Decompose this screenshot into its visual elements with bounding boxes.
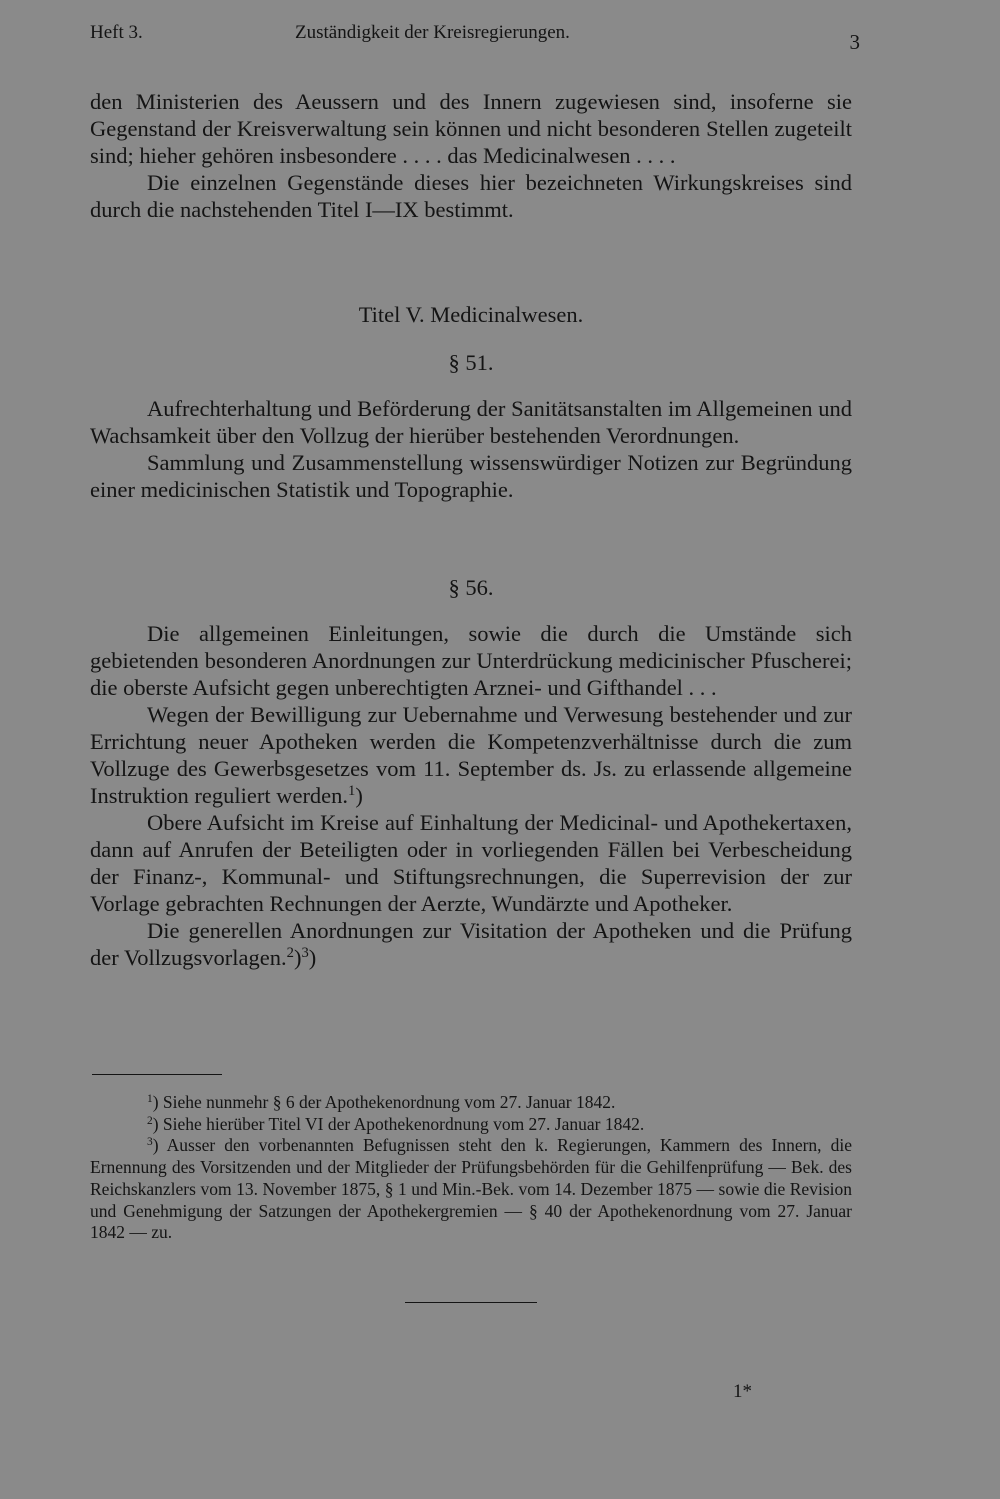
footnotes: [90, 1092, 852, 1244]
page-number: 3: [849, 30, 860, 54]
footnote-text: ) Ausser den vorbenannten Befugnissen steht den k. Regierungen, Kammern des Innern, die Ernennung des Vorsitzenden und der Mitglieder der Prüfungsbehörden für die Gehilfenprüfung — Bek. des Reichskanzlers vom 13. November 1875, § 1 und Min.-Bek. vom 14. Dezember 1875 — sowie die Revision und Genehmigung der Satzungen der Apothekergremien — § 40 der Apothekenordnung vom 27. Januar 1842 — zu.: [90, 1135, 852, 1243]
intro-paragraph: Die einzelnen Gegenstände dieses hier bezeichneten Wirkungskreises sind durch die nachstehenden Titel I—IX bestimmt.: [90, 170, 852, 222]
footnote: [90, 1114, 852, 1136]
footnote-ref-paren: ): [355, 783, 363, 808]
body-paragraph: [90, 917, 852, 971]
footnote-mark: 2: [147, 1114, 153, 1127]
body-text: Wegen der Bewilligung zur Uebernahme und Verwesung bestehender und zur Errichtung neuer Apotheken werden die Kompetenzverhältnisse durch die zum Vollzuge des Gewerbsgesetzes vom 11. September ds. Js. zu erlassende allgemeine Instruktion reguliert werden.: [90, 702, 852, 808]
footnote-ref: 2: [286, 944, 294, 961]
footnote-divider: [92, 1074, 222, 1075]
footnote: [90, 1092, 852, 1114]
intro-paragraph: den Ministerien des Aeussern und des Innern zugewiesen sind, insoferne sie Gegenstand der Kreisverwaltung sein können und nicht besonderen Stellen zugeteilt sind; hieher gehören insbesondere . . . . das Medicinalwesen . . . .: [90, 89, 852, 168]
intro-text: [90, 88, 852, 223]
body-paragraph: Sammlung und Zusammenstellung wissenswürdiger Notizen zur Begründung einer medicinischen Statistik und Topographie.: [90, 450, 852, 502]
footnote-ref: 3: [301, 944, 309, 961]
running-title: Zuständigkeit der Kreisregierungen.: [295, 22, 570, 43]
footnote: [90, 1135, 852, 1244]
footnote-ref: 1: [348, 782, 356, 799]
footnote-ref-paren: ): [293, 945, 302, 970]
body-paragraph: Die allgemeinen Einleitungen, sowie die durch die Umstände sich gebietenden besonderen Anordnungen zur Unterdrückung medicinischer Pfuscherei; die oberste Aufsicht gegen unberechtigten Arznei- und Gifthandel . . .: [90, 621, 852, 700]
footnote-text: ) Siehe hierüber Titel VI der Apothekenordnung vom 27. Januar 1842.: [152, 1113, 645, 1134]
body-paragraph: Aufrechterhaltung und Beförderung der Sanitätsanstalten im Allgemeinen und Wachsamkeit über den Vollzug der hierüber bestehenden Verordnungen.: [90, 396, 852, 448]
paragraph-51-body: [90, 395, 852, 503]
footnote-ref-paren: ): [308, 945, 317, 970]
running-header: [90, 22, 860, 52]
body-text: Die generellen Anordnungen zur Visitation der Apotheken und die Prüfung der Vollzugsvorlagen.: [90, 918, 852, 970]
section-title: Titel V. Medicinalwesen.: [358, 302, 584, 327]
paragraph-56-body: [90, 620, 852, 971]
footnote-mark: 1: [147, 1092, 153, 1105]
issue-label: Heft 3.: [90, 22, 143, 43]
footnote-mark: 3: [147, 1136, 153, 1149]
paragraph-56-heading: § 56.: [448, 575, 494, 600]
paragraph-51-heading: § 51.: [448, 350, 494, 375]
signature-mark: 1*: [733, 1381, 752, 1402]
body-paragraph: [90, 701, 852, 809]
footnote-text: ) Siehe nunmehr § 6 der Apothekenordnung vom 27. Januar 1842.: [152, 1092, 616, 1112]
end-divider: [405, 1302, 537, 1303]
body-paragraph: Obere Aufsicht im Kreise auf Einhaltung der Medicinal- und Apothekertaxen, dann auf Anrufen der Beteiligten oder in vorliegenden Fällen bei Verbescheidung der Finanz-, Kommunal- und Stiftungsrechnungen, die Superrevision der zur Vorlage gebrachten Rechnungen der Aerzte, Wundärzte und Apotheker.: [90, 810, 852, 916]
